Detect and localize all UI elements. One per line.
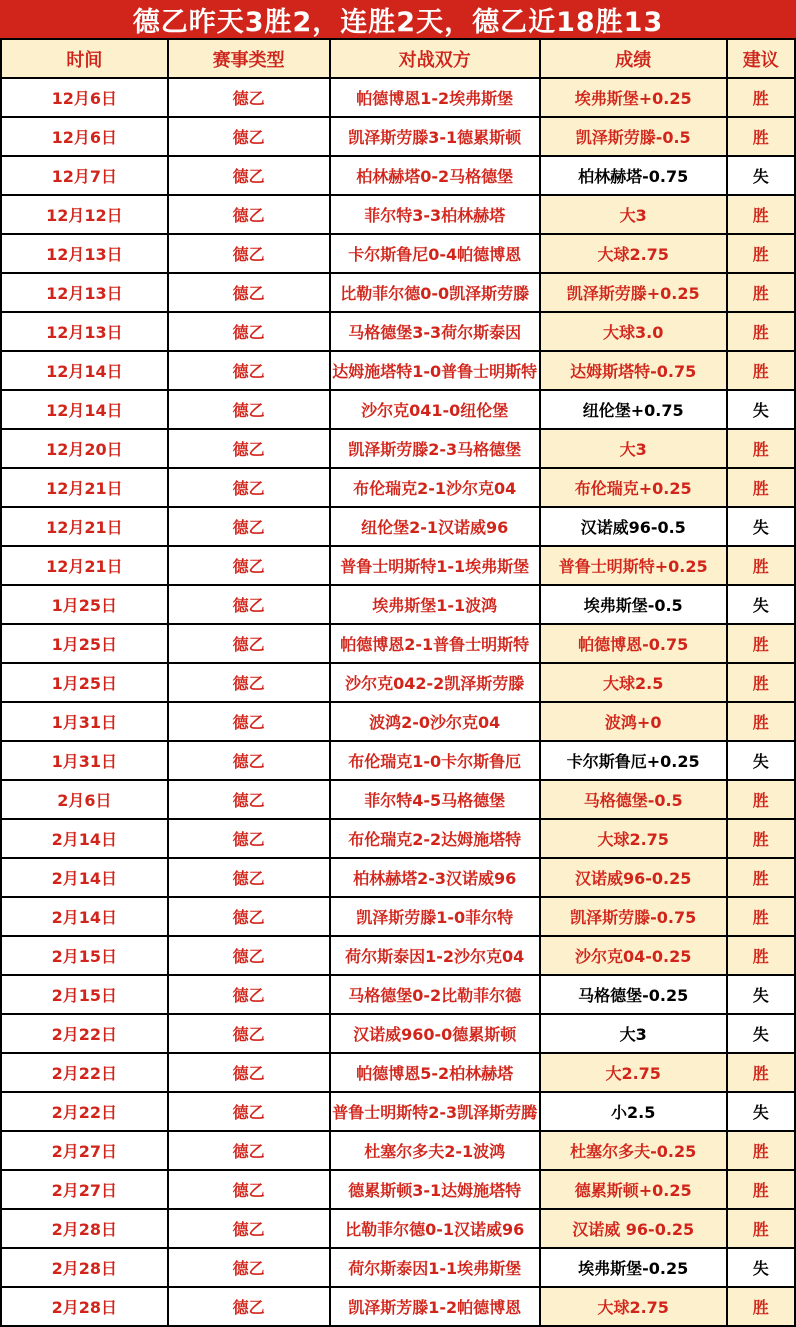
column-header-3: 成绩 [541,40,726,77]
column-header-2: 对战双方 [331,40,539,77]
date-cell: 2月28日 [2,1249,167,1286]
league-cell: 德乙 [169,976,329,1013]
verdict-cell: 胜 [728,937,795,974]
match-cell: 普鲁士明斯特1-1埃弗斯堡 [331,547,539,584]
match-cell: 埃弗斯堡1-1波鸿 [331,586,539,623]
league-cell: 德乙 [169,781,329,818]
league-cell: 德乙 [169,313,329,350]
date-cell: 12月13日 [2,274,167,311]
match-cell: 达姆施塔特1-0普鲁士明斯特 [331,352,539,389]
result-cell: 马格德堡-0.25 [541,976,726,1013]
result-cell: 大3 [541,196,726,233]
result-cell: 柏林赫塔-0.75 [541,157,726,194]
date-cell: 12月6日 [2,118,167,155]
verdict-cell: 胜 [728,235,795,272]
result-cell: 大3 [541,1015,726,1052]
match-cell: 凯泽斯劳滕1-0菲尔特 [331,898,539,935]
verdict-cell: 失 [728,1015,795,1052]
verdict-cell: 失 [728,391,795,428]
result-cell: 德累斯顿+0.25 [541,1171,726,1208]
league-cell: 德乙 [169,391,329,428]
verdict-cell: 胜 [728,703,795,740]
match-cell: 比勒菲尔德0-0凯泽斯劳滕 [331,274,539,311]
match-cell: 帕德博恩5-2柏林赫塔 [331,1054,539,1091]
verdict-cell: 胜 [728,547,795,584]
league-cell: 德乙 [169,820,329,857]
date-cell: 1月25日 [2,664,167,701]
date-cell: 2月22日 [2,1093,167,1130]
match-cell: 凯泽斯劳滕2-3马格德堡 [331,430,539,467]
date-cell: 12月21日 [2,469,167,506]
verdict-cell: 胜 [728,469,795,506]
match-cell: 凯泽斯劳滕3-1德累斯顿 [331,118,539,155]
date-cell: 2月15日 [2,937,167,974]
match-cell: 比勒菲尔德0-1汉诺威96 [331,1210,539,1247]
verdict-cell: 胜 [728,196,795,233]
match-cell: 菲尔特4-5马格德堡 [331,781,539,818]
match-cell: 布伦瑞克1-0卡尔斯鲁厄 [331,742,539,779]
date-cell: 2月28日 [2,1210,167,1247]
match-cell: 布伦瑞克2-2达姆施塔特 [331,820,539,857]
result-cell: 汉诺威 96-0.25 [541,1210,726,1247]
league-cell: 德乙 [169,898,329,935]
league-cell: 德乙 [169,664,329,701]
verdict-cell: 失 [728,1093,795,1130]
date-cell: 12月14日 [2,391,167,428]
match-cell: 沙尔克042-2凯泽斯劳滕 [331,664,539,701]
league-cell: 德乙 [169,352,329,389]
match-cell: 马格德堡0-2比勒菲尔德 [331,976,539,1013]
result-cell: 帕德博恩-0.75 [541,625,726,662]
match-cell: 卡尔斯鲁尼0-4帕德博恩 [331,235,539,272]
date-cell: 1月31日 [2,703,167,740]
date-cell: 12月13日 [2,235,167,272]
result-cell: 普鲁士明斯特+0.25 [541,547,726,584]
verdict-cell: 失 [728,742,795,779]
result-cell: 凯泽斯劳滕+0.25 [541,274,726,311]
league-cell: 德乙 [169,703,329,740]
match-cell: 杜塞尔多夫2-1波鸿 [331,1132,539,1169]
match-cell: 帕德博恩2-1普鲁士明斯特 [331,625,539,662]
league-cell: 德乙 [169,118,329,155]
league-cell: 德乙 [169,586,329,623]
date-cell: 12月12日 [2,196,167,233]
result-cell: 凯泽斯劳滕-0.5 [541,118,726,155]
league-cell: 德乙 [169,1132,329,1169]
results-table [0,38,796,1327]
date-cell: 2月27日 [2,1171,167,1208]
date-cell: 12月21日 [2,547,167,584]
league-cell: 德乙 [169,1015,329,1052]
verdict-cell: 胜 [728,781,795,818]
match-cell: 帕德博恩1-2埃弗斯堡 [331,79,539,116]
league-cell: 德乙 [169,274,329,311]
result-cell: 汉诺威96-0.25 [541,859,726,896]
verdict-cell: 失 [728,157,795,194]
verdict-cell: 胜 [728,430,795,467]
league-cell: 德乙 [169,742,329,779]
date-cell: 2月22日 [2,1015,167,1052]
league-cell: 德乙 [169,430,329,467]
result-cell: 达姆斯塔特-0.75 [541,352,726,389]
match-cell: 纽伦堡2-1汉诺威96 [331,508,539,545]
result-cell: 大球2.75 [541,820,726,857]
match-cell: 荷尔斯泰因1-2沙尔克04 [331,937,539,974]
match-cell: 柏林赫塔0-2马格德堡 [331,157,539,194]
league-cell: 德乙 [169,1093,329,1130]
match-cell: 马格德堡3-3荷尔斯泰因 [331,313,539,350]
league-cell: 德乙 [169,79,329,116]
verdict-cell: 胜 [728,859,795,896]
league-cell: 德乙 [169,1171,329,1208]
date-cell: 2月6日 [2,781,167,818]
result-cell: 沙尔克04-0.25 [541,937,726,974]
verdict-cell: 胜 [728,79,795,116]
match-cell: 荷尔斯泰因1-1埃弗斯堡 [331,1249,539,1286]
verdict-cell: 胜 [728,1132,795,1169]
column-header-1: 赛事类型 [169,40,329,77]
league-cell: 德乙 [169,547,329,584]
match-cell: 凯泽斯芳滕1-2帕德博恩 [331,1288,539,1325]
date-cell: 2月14日 [2,820,167,857]
date-cell: 1月25日 [2,586,167,623]
verdict-cell: 胜 [728,352,795,389]
result-cell: 埃弗斯堡+0.25 [541,79,726,116]
league-cell: 德乙 [169,937,329,974]
result-cell: 大球3.0 [541,313,726,350]
verdict-cell: 胜 [728,1210,795,1247]
result-cell: 纽伦堡+0.75 [541,391,726,428]
league-cell: 德乙 [169,1288,329,1325]
match-cell: 布伦瑞克2-1沙尔克04 [331,469,539,506]
result-cell: 汉诺威96-0.5 [541,508,726,545]
verdict-cell: 胜 [728,274,795,311]
result-cell: 大2.75 [541,1054,726,1091]
match-cell: 沙尔克041-0纽伦堡 [331,391,539,428]
verdict-cell: 失 [728,976,795,1013]
result-cell: 埃弗斯堡-0.5 [541,586,726,623]
verdict-cell: 失 [728,586,795,623]
league-cell: 德乙 [169,859,329,896]
match-cell: 德累斯顿3-1达姆施塔特 [331,1171,539,1208]
match-cell: 波鸿2-0沙尔克04 [331,703,539,740]
match-cell: 普鲁士明斯特2-3凯泽斯劳腾 [331,1093,539,1130]
result-cell: 波鸿+0 [541,703,726,740]
date-cell: 2月28日 [2,1288,167,1325]
verdict-cell: 失 [728,508,795,545]
league-cell: 德乙 [169,625,329,662]
result-cell: 卡尔斯鲁厄+0.25 [541,742,726,779]
date-cell: 12月13日 [2,313,167,350]
result-cell: 小2.5 [541,1093,726,1130]
date-cell: 12月6日 [2,79,167,116]
column-header-0: 时间 [2,40,167,77]
date-cell: 2月15日 [2,976,167,1013]
date-cell: 2月14日 [2,898,167,935]
league-cell: 德乙 [169,469,329,506]
match-cell: 菲尔特3-3柏林赫塔 [331,196,539,233]
date-cell: 2月14日 [2,859,167,896]
verdict-cell: 失 [728,1249,795,1286]
result-cell: 大球2.5 [541,664,726,701]
result-cell: 布伦瑞克+0.25 [541,469,726,506]
verdict-cell: 胜 [728,898,795,935]
column-header-4: 建议 [728,40,795,77]
match-cell: 汉诺威960-0德累斯顿 [331,1015,539,1052]
verdict-cell: 胜 [728,820,795,857]
league-cell: 德乙 [169,235,329,272]
result-cell: 大球2.75 [541,235,726,272]
result-cell: 凯泽斯劳滕-0.75 [541,898,726,935]
league-cell: 德乙 [169,1249,329,1286]
page-title: 德乙昨天3胜2，连胜2天，德乙近18胜13 [0,0,796,38]
result-cell: 马格德堡-0.5 [541,781,726,818]
league-cell: 德乙 [169,196,329,233]
date-cell: 12月20日 [2,430,167,467]
league-cell: 德乙 [169,1054,329,1091]
date-cell: 12月14日 [2,352,167,389]
date-cell: 2月27日 [2,1132,167,1169]
date-cell: 1月31日 [2,742,167,779]
league-cell: 德乙 [169,157,329,194]
result-cell: 大球2.75 [541,1288,726,1325]
verdict-cell: 胜 [728,118,795,155]
result-cell: 杜塞尔多夫-0.25 [541,1132,726,1169]
verdict-cell: 胜 [728,664,795,701]
league-cell: 德乙 [169,508,329,545]
result-cell: 埃弗斯堡-0.25 [541,1249,726,1286]
verdict-cell: 胜 [728,625,795,662]
date-cell: 12月7日 [2,157,167,194]
date-cell: 2月22日 [2,1054,167,1091]
verdict-cell: 胜 [728,1171,795,1208]
league-cell: 德乙 [169,1210,329,1247]
verdict-cell: 胜 [728,313,795,350]
result-cell: 大3 [541,430,726,467]
date-cell: 12月21日 [2,508,167,545]
date-cell: 1月25日 [2,625,167,662]
verdict-cell: 胜 [728,1054,795,1091]
verdict-cell: 胜 [728,1288,795,1325]
match-cell: 柏林赫塔2-3汉诺威96 [331,859,539,896]
